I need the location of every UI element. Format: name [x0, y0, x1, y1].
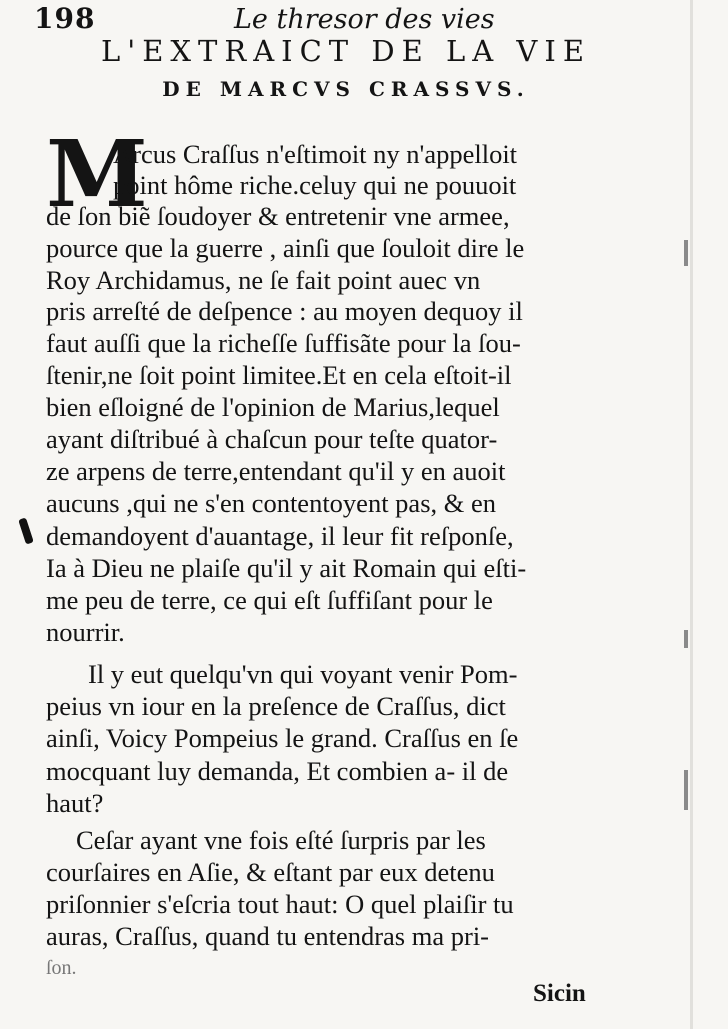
text-line: faut auſſi que la richeſſe ſuffisãte pour la ſou- — [46, 328, 521, 358]
margin-mark — [684, 770, 688, 810]
text-line: Arcus Craſſus n'eſtimoit ny n'appelloit — [113, 139, 518, 169]
running-title: Le thresor des vies — [234, 4, 495, 35]
text-line: auras, Craſſus, quand tu entendras ma pri- — [46, 921, 490, 951]
text-line: demandoyent d'auantage, il leur fit reſponſe, — [46, 521, 514, 551]
text-line: point hôme riche.celuy qui ne pouuoit — [113, 170, 517, 200]
text-line: bien eſloigné de l'opinion de Marius,lequel — [46, 392, 500, 422]
page-gutter — [690, 0, 693, 1029]
text-line: mocquant luy demanda, Et combien a- il de — [46, 756, 509, 786]
ink-blot — [18, 517, 34, 544]
margin-mark — [684, 630, 688, 648]
drop-cap: M — [46, 120, 148, 228]
margin-mark — [684, 240, 688, 266]
chapter-title-line-2: DE MARCVS CRASSVS. — [162, 77, 530, 101]
text-line: courſaires en Aſie, & eſtant par eux detenu — [46, 857, 495, 887]
text-line: ainſi, Voicy Pompeius le grand. Craſſus en ſe — [46, 723, 519, 753]
text-line-cut: ſon. — [46, 957, 77, 979]
text-line: ze arpens de terre,entendant qu'il y en auoit — [46, 456, 506, 486]
catchword: Sicin — [533, 980, 586, 1007]
chapter-title-line-1: L'EXTRAICT DE LA VIE — [101, 34, 591, 68]
text-line: ſtenir,ne ſoit point limitee.Et en cela eſtoit-il — [46, 360, 512, 390]
running-header — [34, 2, 674, 38]
text-line: Ia à Dieu ne plaiſe qu'il y ait Romain qui eſti- — [46, 553, 527, 583]
text-line: Il y eut quelqu'vn qui voyant venir Pom- — [88, 659, 518, 689]
text-line: aucuns ,qui ne s'en contentoyent pas, & en — [46, 488, 497, 518]
page-number: 198 — [34, 2, 96, 35]
text-line: priſonnier s'eſcria tout haut: O quel plaiſir tu — [46, 889, 514, 919]
text-line: pource que la guerre , ainſi que ſouloit dire le — [46, 233, 525, 263]
text-line: Ceſar ayant vne fois eſté ſurpris par les — [76, 825, 486, 855]
text-line: Roy Archidamus, ne ſe fait point auec vn — [46, 265, 481, 295]
text-line: pris arreſté de deſpence : au moyen dequoy il — [46, 296, 523, 326]
text-line: ayant diſtribué à chaſcun pour teſte quator- — [46, 424, 498, 454]
text-line: nourrir. — [46, 617, 125, 647]
text-line: haut? — [46, 788, 104, 818]
text-line: peius vn iour en la preſence de Craſſus, dict — [46, 691, 506, 721]
text-line: de ſon biẽ ſoudoyer & entretenir vne armee, — [46, 201, 510, 231]
text-line: me peu de terre, ce qui eſt ſuffiſant pour le — [46, 585, 493, 615]
